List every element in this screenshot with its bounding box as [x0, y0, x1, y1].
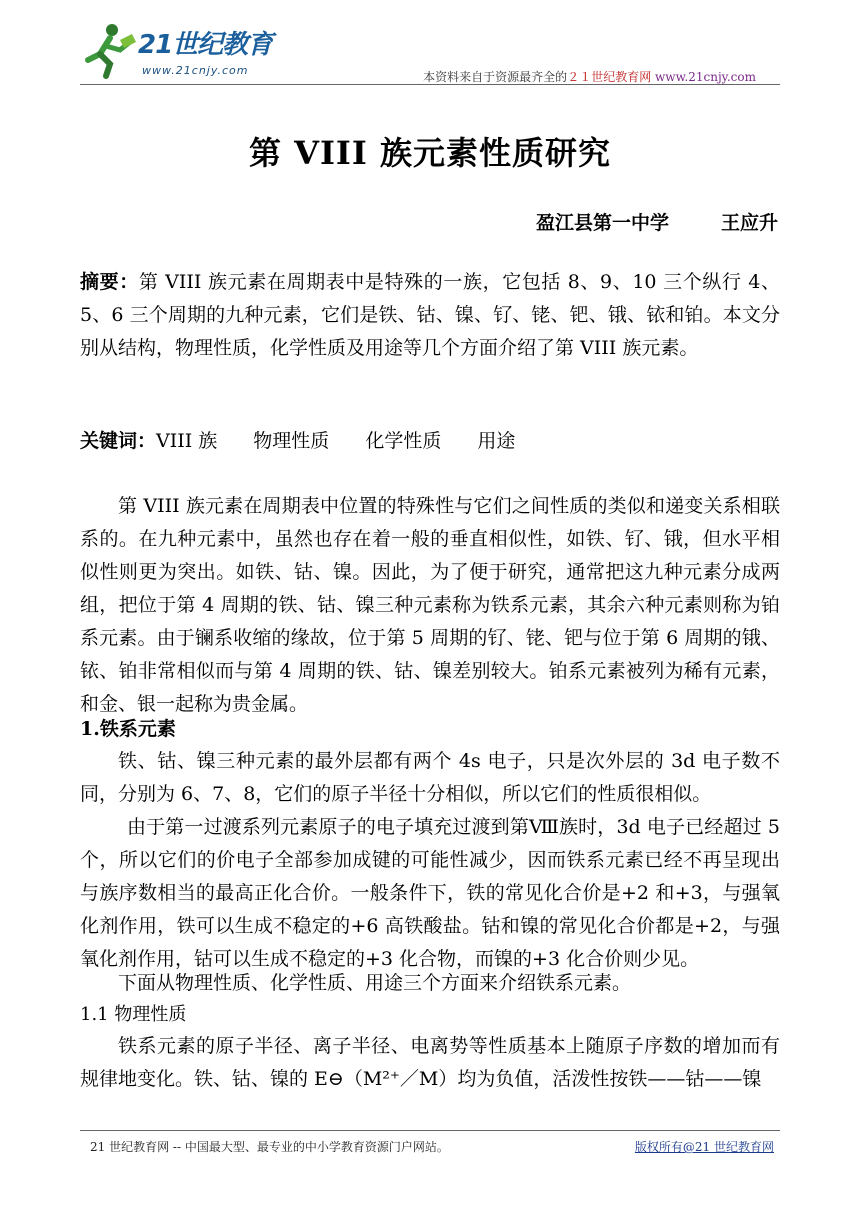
page-header [80, 20, 780, 86]
footer-divider [80, 1130, 780, 1131]
keywords-label: 关键词： [80, 430, 157, 452]
abstract-label: 摘要： [80, 271, 139, 293]
header-note-url[interactable]: www.21cnjy.com [655, 70, 756, 84]
footer-text: 21 世纪教育网 -- 中国最大型、最专业的中小学教育资源门户网站。 [90, 1140, 449, 1154]
body-paragraph: 铁、钴、镍三种元素的最外层都有两个 4s 电子，只是次外层的 3d 电子数不同，分别为 6、7、8，它们的原子半径十分相似，所以它们的性质很相似。 [80, 750, 780, 805]
keyword-item: 用途 [477, 430, 516, 452]
subsection-heading: 1.1 物理性质 [80, 1004, 187, 1025]
header-divider [80, 84, 780, 85]
document-title: 第 VIII 族元素性质研究 [248, 134, 612, 172]
header-note-prefix: 本资料来自于资源最齐全的 [423, 70, 568, 84]
body-paragraph: 下面从物理性质、化学性质、用途三个方面来介绍铁系元素。 [118, 972, 632, 994]
footer-copyright-link[interactable]: 版权所有@21 世纪教育网 [634, 1140, 774, 1154]
logo-url: www.21cnjy.com [142, 64, 249, 77]
author-name: 王应升 [720, 212, 778, 234]
abstract [80, 266, 780, 365]
keyword-item: 化学性质 [365, 430, 442, 452]
site-logo[interactable] [80, 20, 280, 82]
runner-logo-icon [80, 20, 140, 80]
body-paragraph: 由于第一过渡系列元素原子的电子填充过渡到第Ⅷ族时，3d 电子已经超过 5 个，所以它们的价电子全部参加成键的可能性减少，因而铁系元素已经不再呈现出与族序数相当的最高正化合价。一般条件下，铁的常见化合价是+2 和+3，与强氧化剂作用，铁可以生成不稳定的+6 高铁酸盐。钴和镍的常见化合价都是+2，与强氧化剂作用，钴可以生成不稳定的+3 化合物，而镍的+3 化合价则少见。 [80, 816, 780, 970]
header-note [423, 68, 756, 85]
abstract-text: 第 VIII 族元素在周期表中是特殊的一族，它包括 8、9、10 三个纵行 4、5、6 三个周期的九种元素，它们是铁、钴、镍、钌、铑、钯、锇、铱和铂。本文分别从结构，物理性质，化学性质及用途等几个方面介绍了第 VIII 族元素。 [80, 271, 780, 359]
author-school: 盈江县第一中学 [535, 212, 669, 234]
logo-text: 21世纪教育 [138, 30, 273, 60]
intro-paragraph: 第 VIII 族元素在周期表中位置的特殊性与它们之间性质的类似和递变关系相联系的。在九种元素中，虽然也存在着一般的垂直相似性，如铁、钌、锇，但水平相似性则更为突出。如铁、钴、镍。因此，为了便于研究，通常把这九种元素分成两组，把位于第 4 周期的铁、钴、镍三种元素称为铁系元素，其余六种元素则称为铂系元素。由于镧系收缩的缘故，位于第 5 周期的钌、铑、钯与位于第 6 周期的锇、铱、铂非常相似而与第 4 周期的铁、钴、镍差别较大。铂系元素被列为稀有元素，和金、银一起称为贵金属。 [80, 495, 780, 715]
keyword-item: VIII 族 [156, 430, 218, 452]
header-note-site[interactable]: ２１世纪教育网 [567, 70, 652, 84]
body-paragraph: 铁系元素的原子半径、离子半径、电离势等性质基本上随原子序数的增加而有规律地变化。铁、钴、镍的 E⊖（M²⁺／M）均为负值，活泼性按铁——钴——镍 [80, 1035, 780, 1090]
section-heading: 1.铁系元素 [80, 718, 176, 740]
keywords [80, 426, 551, 453]
author-line [536, 208, 778, 235]
keyword-item: 物理性质 [253, 430, 330, 452]
